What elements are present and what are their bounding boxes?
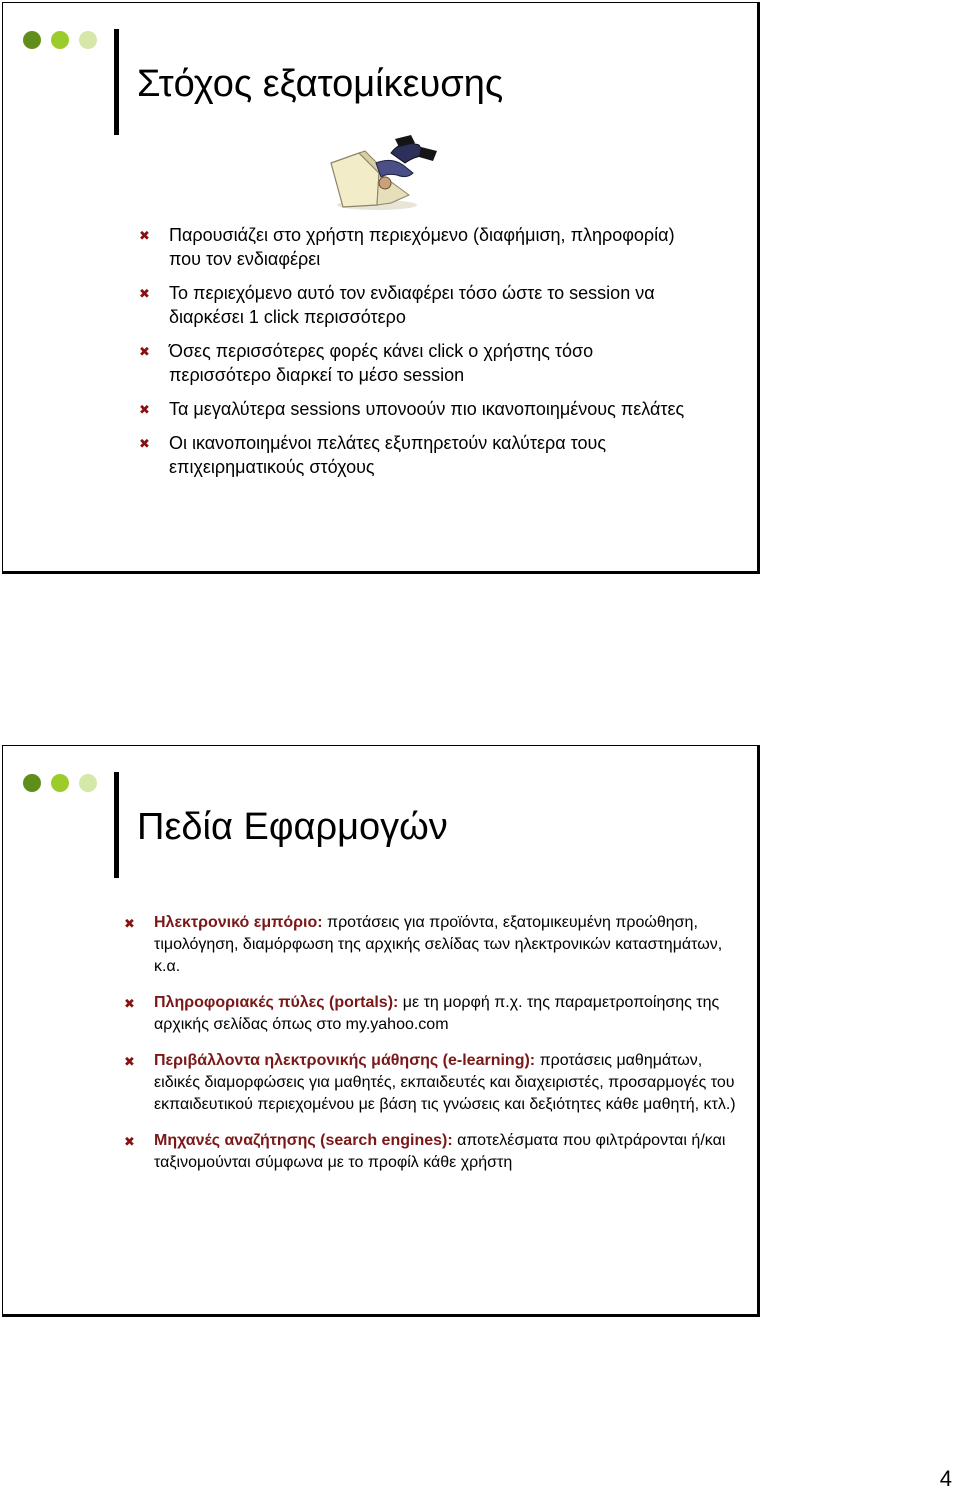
slide-personalization-goal: [2, 2, 760, 574]
list-item: [124, 912, 736, 978]
bullet-text: Τα μεγαλύτερα sessions υπονοούν πιο ικανοποιημένους πελάτες: [169, 399, 685, 419]
bullet-x-icon: ✖: [139, 286, 150, 301]
slide-title: Πεδία Εφαρμογών: [137, 806, 448, 848]
bullet-text: Παρουσιάζει στο χρήστη περιεχόμενο (διαφήμιση, πληροφορία) που τον ενδιαφέρει: [169, 225, 675, 269]
title-divider-bar: [114, 29, 119, 135]
list-item: [139, 281, 699, 329]
bullet-text: προτάσεις μαθημάτων, ειδικές διαμορφώσεις για μαθητές, εκπαιδευτές και διαχειριστές, προσαρμογές του εκπαιδευτικού περιεχομένου με βάση τις γνώσεις και δεξιότητες κάθε μαθητή, κτλ.): [154, 1052, 736, 1113]
title-divider-bar: [114, 772, 119, 878]
bullet-term: Πληροφοριακές πύλες (portals):: [154, 994, 399, 1011]
goal-bullet-list: [139, 223, 699, 489]
list-item: [124, 1130, 736, 1174]
page-number: 4: [939, 1466, 952, 1491]
dot-dark-icon: [23, 774, 41, 792]
list-item: [139, 223, 699, 271]
dot-dark-icon: [23, 31, 41, 49]
dot-light-icon: [79, 774, 97, 792]
slide-title: Στόχος εξατομίκευσης: [137, 63, 504, 105]
bullet-text: με τη μορφή π.χ. της παραμετροποίησης της αρχικής σελίδας όπως στο my.yahoo.com: [154, 994, 720, 1033]
dot-light-icon: [79, 31, 97, 49]
bullet-text: προτάσεις για προϊόντα, εξατομικευμένη προώθηση, τιμολόγηση, διαμόρφωση της αρχικής σελίδας των ηλεκτρονικών καταστημάτων, κ.α.: [154, 914, 723, 975]
list-item: [139, 431, 699, 479]
bullet-x-icon: ✖: [139, 402, 150, 417]
bullet-text: Οι ικανοποιημένοι πελάτες εξυπηρετούν καλύτερα τους επιχειρηματικούς στόχους: [169, 433, 607, 477]
list-item: [124, 1050, 736, 1116]
bullet-term: Περιβάλλοντα ηλεκτρονικής μάθησης (e-learning):: [154, 1052, 536, 1069]
bullet-x-icon: ✖: [139, 228, 150, 243]
bullet-x-icon: ✖: [124, 916, 135, 931]
bullet-text: Το περιεχόμενο αυτό τον ενδιαφέρει τόσο ώστε το session να διαρκέσει 1 click περισσότερο: [169, 283, 655, 327]
bullet-x-icon: ✖: [124, 1134, 135, 1149]
list-item: [139, 397, 699, 421]
bullet-term: Ηλεκτρονικό εμπόριο:: [154, 914, 323, 931]
bullet-term: Μηχανές αναζήτησης (search engines):: [154, 1132, 453, 1149]
bullet-x-icon: ✖: [124, 1054, 135, 1069]
bullet-x-icon: ✖: [124, 996, 135, 1011]
bullet-x-icon: ✖: [139, 344, 150, 359]
dot-mid-icon: [51, 774, 69, 792]
bullet-x-icon: ✖: [139, 436, 150, 451]
list-item: [139, 339, 699, 387]
dot-mid-icon: [51, 31, 69, 49]
person-diving-into-paper-clipart: [321, 133, 443, 213]
application-bullet-list: [124, 912, 736, 1188]
bullet-text: Όσες περισσότερες φορές κάνει click ο χρήστης τόσο περισσότερο διαρκεί το μέσο session: [169, 341, 594, 385]
list-item: [124, 992, 736, 1036]
bullet-text: αποτελέσματα που φιλτράρονται ή/και ταξινομούνται σύμφωνα με το προφίλ κάθε χρήστη: [154, 1132, 726, 1171]
